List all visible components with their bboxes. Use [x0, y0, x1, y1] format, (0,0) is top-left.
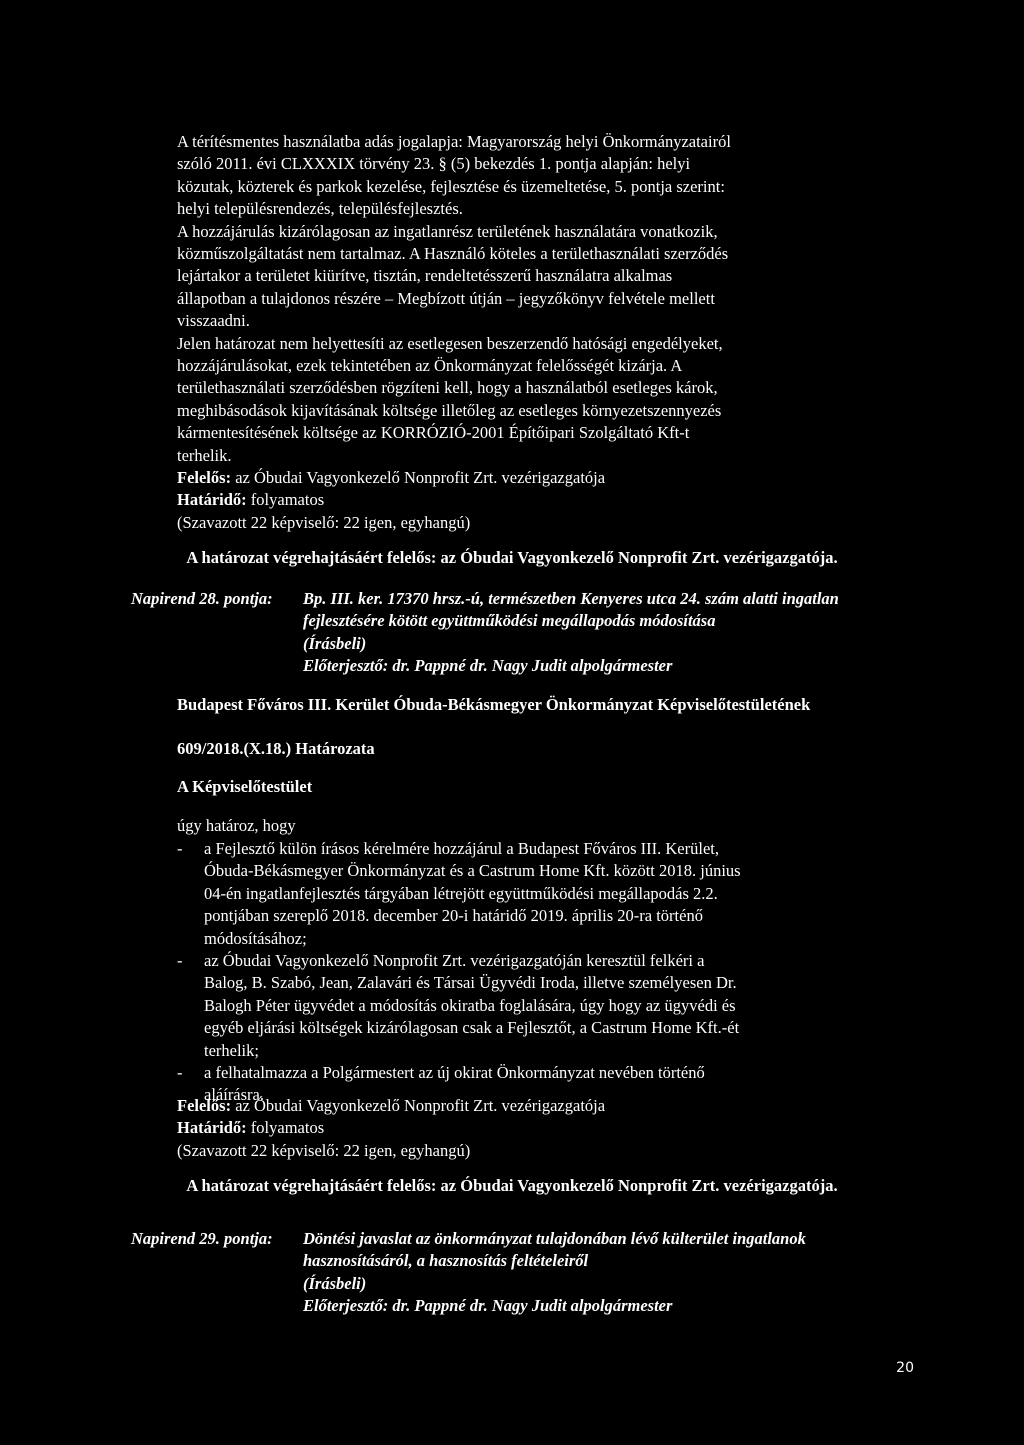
responsible-value: az Óbudai Vagyonkezelő Nonprofit Zrt. vezérigazgatója [231, 1096, 606, 1115]
dash-marker: - [177, 951, 183, 971]
deadline-label: Határidő: [177, 490, 247, 510]
text-line: pontjában szereplő 2018. december 20-i határidő 2019. április 20-ra történő [204, 906, 703, 926]
dash-marker: - [177, 839, 183, 858]
text-line: egyéb eljárási költségek kizárólagosan csak a Fejlesztőt, a Castrum Home Kft.-ét [204, 1018, 740, 1038]
agenda-line: hasznosításáról, a hasznosítás feltételeiről [303, 1251, 589, 1271]
responsible-value: az Óbudai Vagyonkezelő Nonprofit Zrt. vezérigazgatója [231, 468, 606, 487]
decision-number: 609/2018.(X.18.) Határozata [177, 739, 375, 758]
dash-marker: - [177, 1063, 183, 1083]
text-line: Balogh Péter ügyvédet a módosítás okiratba foglalására, úgy hogy az ügyvédi és [204, 995, 736, 1015]
text-line: terhelik. [177, 445, 232, 465]
responsible-label: Felelős: [177, 1096, 232, 1115]
text-line: szóló 2011. évi CLXXXIX törvény 23. § (5) bekezdés 1. pontja alapján: helyi [177, 154, 691, 174]
decides-line: úgy határoz, hogy [177, 816, 296, 835]
text-line: Balog, B. Szabó, Jean, Zalavári és Társai Ügyvédi Iroda, illetve személyesen Dr. [204, 973, 737, 993]
responsible-line [177, 1095, 815, 1117]
text-line: közutak, közterek és parkok kezelése, fejlesztése és üzemeltetése, 5. pontja szerint: [177, 176, 725, 196]
legal-basis-paragraph [177, 131, 815, 467]
agenda-label: Napirend 28. pontja: [131, 589, 273, 608]
deadline-value: folyamatos [246, 1118, 325, 1138]
deadline-label: Határidő: [177, 1118, 247, 1138]
text-line: terhelik; [204, 1040, 259, 1060]
council-heading: Budapest Főváros III. Kerület Óbuda-Békásmegyer Önkormányzat Képviselőtestületének [177, 695, 811, 714]
deadline-line [177, 489, 815, 511]
responsibility-block-1 [177, 467, 815, 534]
text-line: közműszolgáltatást nem tartalmaz. A Használó köteles a területhasználati szerződés [177, 244, 729, 264]
responsibility-block-2 [177, 1095, 815, 1162]
execution-statement-1: A határozat végrehajtásáért felelős: az Óbudai Vagyonkezelő Nonprofit Zrt. vezérigazgatója. [186, 548, 838, 567]
agenda-line: Döntési javaslat az önkormányzat tulajdonában lévő külterület ingatlanok [303, 1229, 806, 1248]
deadline-value: folyamatos [246, 490, 325, 510]
agenda-line: Előterjesztő: dr. Pappné dr. Nagy Judit alpolgármester [303, 656, 673, 676]
agenda-line: Előterjesztő: dr. Pappné dr. Nagy Judit alpolgármester [303, 1296, 673, 1316]
text-line: módosításához; [204, 928, 307, 948]
text-line: aláírásra. [204, 1085, 264, 1105]
text-line: a Fejlesztő külön írásos kérelmére hozzájárul a Budapest Főváros III. Kerület, [204, 839, 719, 858]
text-line: Jelen határozat nem helyettesíti az esetlegesen beszerzendő hatósági engedélyeket, [177, 333, 723, 353]
deadline-line [177, 1117, 815, 1139]
decision-list [177, 838, 815, 1107]
execution-statement-2: A határozat végrehajtásáért felelős: az Óbudai Vagyonkezelő Nonprofit Zrt. vezérigazgatója. [186, 1176, 838, 1195]
vote-line: (Szavazott 22 képviselő: 22 igen, egyhangú) [177, 1140, 471, 1160]
agenda-line: (Írásbeli) [303, 1273, 367, 1293]
text-line: helyi településrendezés, településfejlesztés. [177, 199, 463, 219]
agenda-line: Bp. III. ker. 17370 hrsz.-ú, természetben Kenyeres utca 24. szám alatti ingatlan [303, 589, 839, 608]
text-line: hozzájárulásokat, ezek tekintetében az Önkormányzat felelősségét kizárja. A [177, 356, 683, 376]
agenda-text [303, 588, 893, 678]
text-line: visszaadni. [177, 311, 250, 331]
agenda-text [303, 1228, 893, 1318]
page-number: 20 [896, 1360, 914, 1376]
text-line: állapotban a tulajdonos részére – Megbízott útján – jegyzőkönyv felvétele mellett [177, 288, 715, 308]
text-line: kármentesítésének költsége az KORRÓZIÓ-2001 Építőipari Szolgáltató Kft-t [177, 423, 690, 443]
responsible-line [177, 467, 815, 489]
text-line: A hozzájárulás kizárólagosan az ingatlanrész területének használatára vonatkozik, [177, 221, 718, 241]
agenda-label: Napirend 29. pontja: [131, 1229, 273, 1248]
text-line: területhasználati szerződésben rögzíteni kell, hogy a használatból esetleges károk, [177, 378, 718, 398]
vote-line: (Szavazott 22 képviselő: 22 igen, egyhangú) [177, 512, 471, 532]
text-line: meghibásodások kijavításának költsége illetőleg az esetleges környezetszennyezés [177, 400, 722, 420]
text-line: lejártakor a területet kiürítve, tisztán, rendeltetésszerű használatra alkalmas [177, 266, 673, 286]
list-item [177, 838, 815, 950]
text-line: A térítésmentes használatba adás jogalapja: Magyarország helyi Önkormányzatairól [177, 132, 731, 151]
text-line: a felhatalmazza a Polgármestert az új okirat Önkormányzat nevében történő [204, 1063, 705, 1083]
agenda-line: (Írásbeli) [303, 633, 367, 653]
body-title: A Képviselőtestület [177, 777, 313, 796]
list-item [177, 950, 815, 1062]
text-line: 04-én ingatlanfejlesztés tárgyában létrejött együttműködési megállapodás 2.2. [204, 883, 718, 903]
text-line: Óbuda-Békásmegyer Önkormányzat és a Castrum Home Kft. között 2018. június [204, 861, 741, 881]
text-line: az Óbudai Vagyonkezelő Nonprofit Zrt. vezérigazgatóján keresztül felkéri a [204, 951, 705, 971]
responsible-label: Felelős: [177, 468, 232, 487]
agenda-line: fejlesztésére kötött együttműködési megállapodás módosítása [303, 611, 716, 631]
